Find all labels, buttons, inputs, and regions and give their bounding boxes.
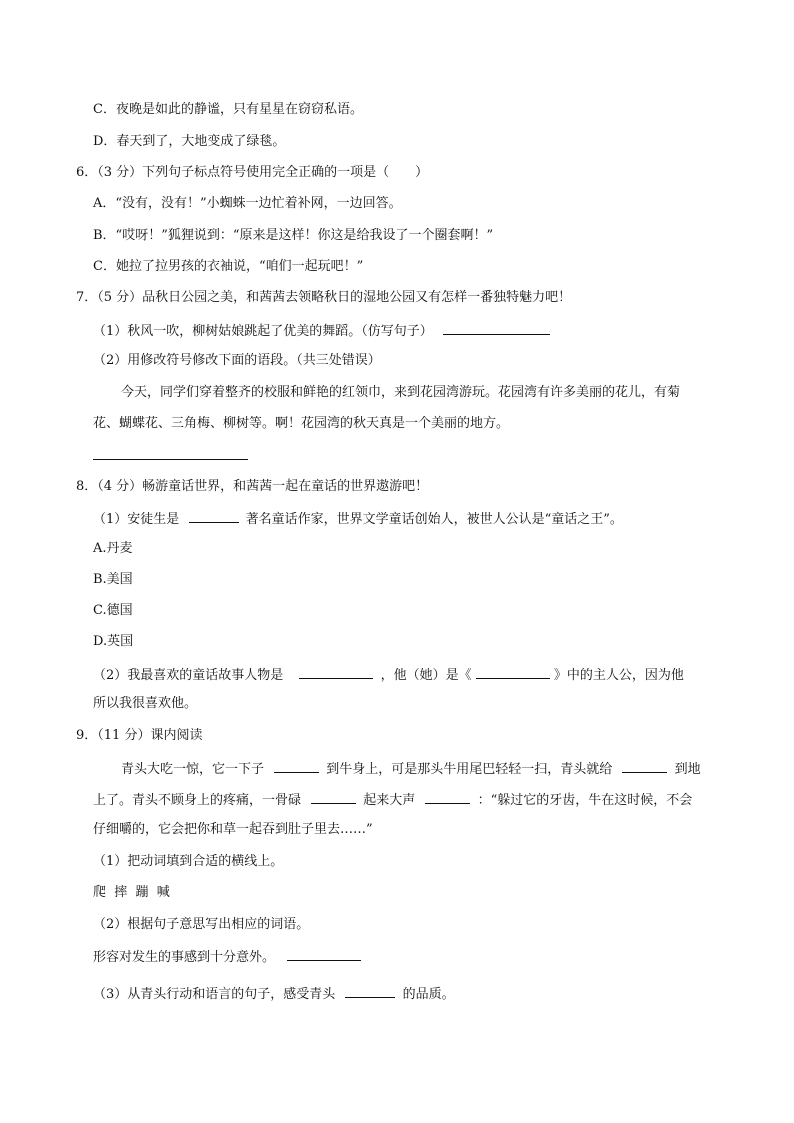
q9-p1-a: 青头大吃一惊，它一下子 — [121, 762, 265, 777]
q9-p2-c: ：“躲过它的牙齿，牛在这时候，不会 — [477, 793, 693, 808]
q8-option-b: B.美国 — [93, 572, 133, 587]
q7-sub2: （2）用修改符号修改下面的语段。（共三处错误） — [93, 353, 381, 368]
q9-sub2-blank[interactable] — [287, 946, 361, 961]
q7-stem: 7．（5 分）品秋日公园之美，和茜茜去领略秋日的湿地公园又有怎样一番独特魅力吧！ — [76, 290, 572, 305]
q7-paragraph-line2: 花、蝴蝶花、三角梅、柳树等。啊！花园湾的秋天真是一个美丽的地方。 — [93, 416, 510, 431]
q7-sub1-answer-blank[interactable] — [443, 320, 550, 335]
q9-sub3-a: （3）从青头行动和语言的句子，感受青头 — [93, 987, 336, 1002]
q9-sub3 — [93, 983, 455, 1005]
q7-sub1-text: （1）秋风一吹，柳树姑娘跳起了优美的舞蹈。（仿写句子） — [93, 324, 433, 339]
q9-p2-a: 上了。青头不顾身上的疼痛，一骨碌 — [93, 793, 302, 808]
q9-blank-1[interactable] — [274, 758, 319, 773]
q9-passage-line2 — [93, 789, 692, 811]
q9-sub3-blank[interactable] — [345, 983, 395, 998]
q9-passage-line3: 仔细嚼的，它会把你和草一起吞到肚子里去……” — [93, 822, 373, 837]
q8-sub2-part3: 》中的主人公，因为他 — [553, 668, 684, 683]
q8-sub2-part1: （2）我最喜欢的童话故事人物是 — [93, 668, 284, 683]
q6-option-b: B．“哎呀！”狐狸说到：“原来是这样！你这是给我设了一个圈套啊！” — [93, 228, 494, 243]
q9-sub3-b: 的品质。 — [402, 987, 455, 1002]
q7-sub1 — [93, 320, 550, 342]
q6-stem: 6．（3 分）下列句子标点符号使用完全正确的一项是（ ） — [76, 165, 429, 180]
q6-option-c: C．她拉了拉男孩的衣袖说，“咱们一起玩吧！” — [93, 259, 364, 274]
q9-word-bank: 爬 摔 蹦 喊 — [93, 885, 170, 900]
q9-sub2-prompt-line — [93, 946, 361, 968]
q8-sub1-prefix: （1）安徒生是 — [93, 512, 180, 527]
q9-blank-4[interactable] — [425, 789, 470, 804]
q8-stem: 8．（4 分）畅游童话世界，和茜茜一起在童话的世界遨游吧！ — [76, 479, 429, 494]
q9-p2-b: 起来大声 — [363, 793, 416, 808]
q9-sub2: （2）根据句子意思写出相应的词语。 — [93, 917, 310, 932]
q9-sub1: （1）把动词填到合适的横线上。 — [93, 854, 284, 869]
q8-sub1 — [93, 508, 623, 530]
q9-blank-2[interactable] — [622, 758, 667, 773]
q8-option-a: A.丹麦 — [93, 541, 133, 556]
q7-paragraph-line1: 今天，同学们穿着整齐的校服和鲜艳的红领巾，来到花园湾游玩。花园湾有许多美丽的花儿，有菊 — [121, 385, 681, 400]
q8-sub1-blank[interactable] — [189, 508, 239, 523]
q9-p1-b: 到牛身上，可是那头牛用尾巴轻轻一扫，青头就给 — [326, 762, 613, 777]
q7-answer-line[interactable] — [93, 459, 248, 460]
q5-option-d: D．春天到了，大地变成了绿毯。 — [93, 134, 286, 149]
q6-option-a: A．“没有，没有！”小蜘蛛一边忙着补网，一边回答。 — [93, 196, 402, 211]
q9-sub2-prompt: 形容对发生的事感到十分意外。 — [93, 950, 276, 965]
q8-sub2-part2: ，他（她）是《 — [380, 668, 472, 683]
q8-option-c: C.德国 — [93, 603, 133, 618]
q8-option-d: D.英国 — [93, 634, 134, 649]
q9-p1-c: 到地 — [674, 762, 701, 777]
q9-stem: 9．（11 分）课内阅读 — [76, 728, 203, 743]
q8-sub2 — [93, 664, 684, 686]
q5-option-c: C．夜晚是如此的静谧，只有星星在窃窃私语。 — [93, 102, 363, 117]
q8-sub2-line2: 所以我很喜欢他。 — [93, 696, 198, 711]
q9-passage-line1 — [121, 758, 701, 780]
q9-blank-3[interactable] — [311, 789, 356, 804]
q8-sub1-suffix: 著名童话作家，世界文学童话创始人，被世人公认是“童话之王”。 — [245, 512, 623, 527]
q8-sub2-story-blank[interactable] — [476, 664, 550, 679]
q8-sub2-character-blank[interactable] — [299, 664, 373, 679]
